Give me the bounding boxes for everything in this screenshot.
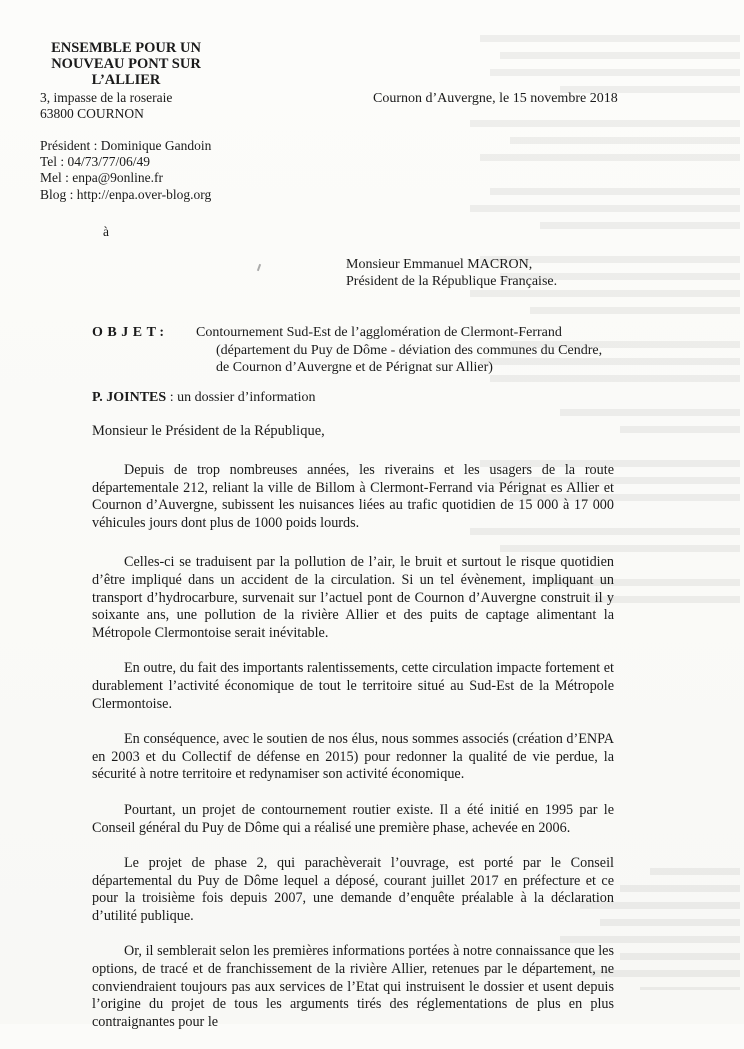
org-name-line-1: ENSEMBLE POUR UN <box>51 40 201 56</box>
bleed-bar <box>480 154 740 161</box>
bleed-bar <box>650 868 740 875</box>
bleed-bar <box>480 35 740 42</box>
address-city: 63800 COURNON <box>40 106 144 121</box>
stray-pen-mark <box>257 264 261 271</box>
bleed-line <box>440 302 740 319</box>
bleed-bar <box>530 307 740 314</box>
email-line: Mel : enpa@9online.fr <box>40 170 164 186</box>
bleed-line <box>440 183 740 200</box>
bleed-line <box>440 234 740 251</box>
paragraph-2: Celles-ci se traduisent par la pollution de l’air, le bruit et surtout le risque quotidien d’être impliqué dans un accident de la circulation. Si un tel évènement, impliquant un transport d’hydrocarbure, survenait sur l’actuel pont de Cournon d’Auvergne construit il y soixante ans, une pollution de la rivière Allier et des puits de captage alimentant la Métropole Clermontoise serait inévitable. <box>92 554 614 641</box>
bleed-line <box>440 149 740 166</box>
org-name-line-3: L’ALLIER <box>91 72 161 88</box>
bleed-bar <box>560 409 740 416</box>
bleed-bar <box>620 953 740 960</box>
org-name-line-2: NOUVEAU PONT SUR <box>51 56 201 72</box>
address-street: 3, impasse de la roseraie <box>40 90 173 105</box>
bleed-line <box>440 47 740 64</box>
president-line: Président : Dominique Gandoin <box>40 138 212 153</box>
attachments-line <box>92 390 316 406</box>
paragraph-6: Le projet de phase 2, qui parachèverait l’ouvrage, est porté par le Conseil départemental du Puy de Dôme lequel a déposé, courant juillet 2017 en préfecture et ce pour la troisième fois depuis 2007, une demande d’enquête préalable à la déclaration d’utilité publique. <box>92 855 614 924</box>
recipient-title: Président de la République Française. <box>346 274 558 289</box>
bleed-bar <box>490 188 740 195</box>
bleed-line <box>440 217 740 234</box>
bleed-bar <box>470 205 740 212</box>
subject-block <box>92 324 652 377</box>
bleed-line <box>440 404 740 421</box>
sender-contact <box>40 138 211 203</box>
telephone-line: Tel : 04/73/77/06/49 <box>40 154 151 170</box>
bleed-bar <box>540 222 740 229</box>
bleed-bar <box>620 885 740 892</box>
bleed-bar <box>470 120 740 127</box>
subject-text-1: Contournement Sud-Est de l’agglomération de Clermont-Ferrand <box>196 325 562 340</box>
salutation: Monsieur le Président de la République, <box>92 423 325 439</box>
bleed-line <box>440 30 740 47</box>
paragraph-5: Pourtant, un projet de contournement routier existe. Il a été initié en 1995 par le Conseil général du Puy de Dôme qui a réalisé une première phase, achevée en 2006. <box>92 801 614 836</box>
bleed-bar <box>470 290 740 297</box>
bleed-line <box>440 200 740 217</box>
bleed-line <box>440 166 740 183</box>
paragraph-1: Depuis de trop nombreuses années, les riverains et les usagers de la route départementale 212, reliant la ville de Billom à Clermont-Ferrand via Pérignat es Allier et Cournon d’Auvergne, subissent les nuisances liées au trafic quotidien de 15 000 à 17 000 véhicules jours dont plus de 1000 poids lourds. <box>92 462 614 531</box>
paragraph-7: Or, il semblerait selon les premières informations portées à notre connaissance que les options, de tracé et de franchissement de la rivière Allier, retenues par le département, ne conviendraient toujours pas aux services de l’Etat qui instruisent le dossier et usent depuis l’origine du projet de tous les arguments tirés des réglementations de plus en plus contraignantes pour le <box>92 943 614 1030</box>
letter-body <box>92 462 614 1049</box>
bleed-bar <box>640 987 740 990</box>
bleed-bar <box>620 426 740 433</box>
sender-address <box>40 90 172 122</box>
recipient-block <box>346 256 557 290</box>
bleed-line <box>440 115 740 132</box>
attachments-label: P. JOINTES <box>92 390 167 405</box>
attachments-text: : un dossier d’information <box>169 390 316 405</box>
paragraph-3: En outre, du fait des importants ralentissements, cette circulation impacte fortement et durablement l’activité économique de tout le territoire situé au Sud-Est de la Métropole Clermontoise. <box>92 660 614 712</box>
recipient-name: Monsieur Emmanuel MACRON, <box>346 257 533 272</box>
place-and-date: Cournon d’Auvergne, le 15 novembre 2018 <box>373 91 618 106</box>
bleed-bar <box>490 69 740 76</box>
subject-line-1 <box>92 324 652 342</box>
bleed-line <box>440 64 740 81</box>
to-word: à <box>103 224 109 239</box>
bleed-line <box>440 387 740 404</box>
subject-line-3: de Cournon d’Auvergne et de Pérignat sur Allier) <box>216 360 493 375</box>
subject-line-2: (département du Puy de Dôme - déviation des communes du Cendre, <box>216 342 603 358</box>
blog-line: Blog : http://enpa.over-blog.org <box>40 186 212 202</box>
paragraph-4: En conséquence, avec le soutien de nos élus, nous sommes associés (création d’ENPA en 2003 et du Collectif de défense en 2015) pour redonner la qualité de vie perdue, la sécurité à notre territoire et redynamiser son activité économique. <box>92 731 614 783</box>
bleed-line <box>440 438 740 455</box>
bleed-line <box>440 132 740 149</box>
bleed-bar <box>500 52 740 59</box>
sender-organization <box>42 40 210 88</box>
bleed-bar <box>600 919 740 926</box>
bleed-line <box>440 421 740 438</box>
subject-label: OBJET: <box>92 325 169 340</box>
bleed-bar <box>510 137 740 144</box>
